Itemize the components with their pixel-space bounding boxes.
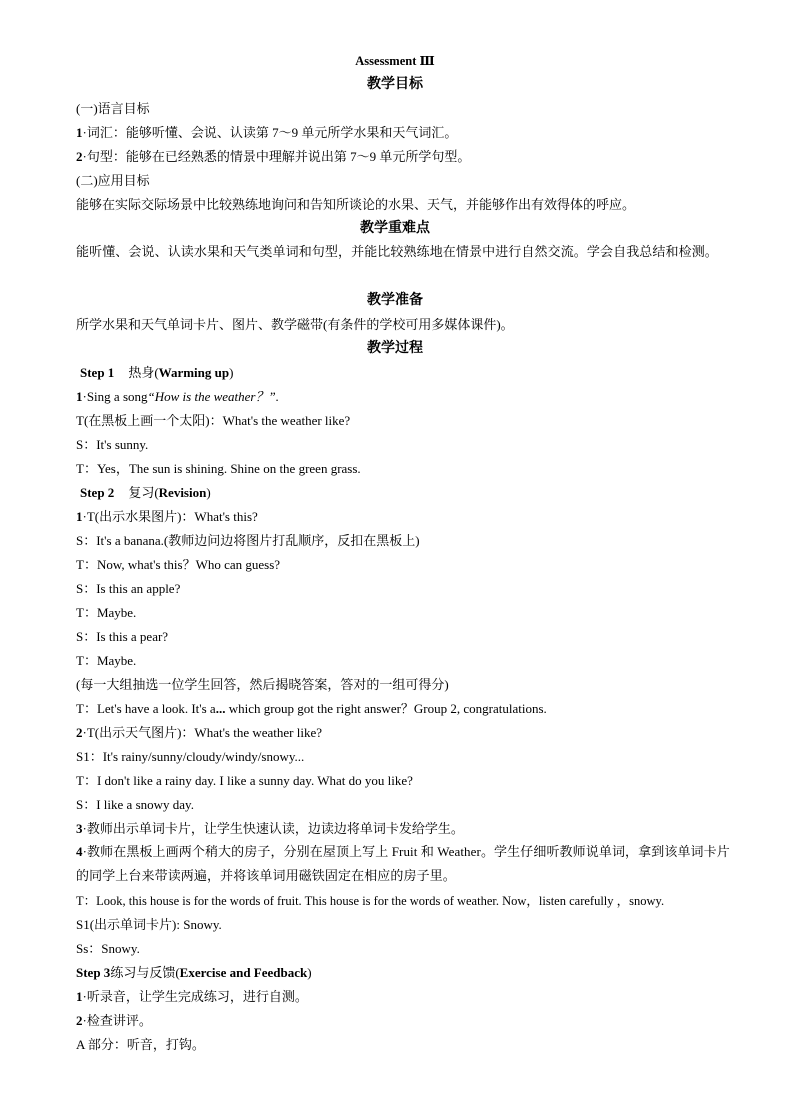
- instruction-line: (每一大组抽选一位学生回答，然后揭晓答案，答对的一组可得分): [76, 677, 449, 692]
- dialogue-line: S：Is this an apple?: [76, 581, 181, 596]
- heading-goals: 教学目标: [367, 77, 423, 92]
- item-number: 2: [76, 725, 83, 740]
- dialogue-line: S：Is this a pear?: [76, 629, 169, 644]
- line-text: T：Let's have a look. It's a: [76, 701, 216, 716]
- step-3-heading: [76, 965, 738, 981]
- song-title: “How is the weather？”.: [147, 389, 279, 404]
- dialogue-line: [76, 701, 738, 717]
- dialogue-line: T：Maybe.: [76, 605, 137, 620]
- line-text: ·听录音，让学生完成练习，进行自测。: [82, 989, 308, 1004]
- line-text: ·教师在黑板上画两个稍大的房子，分别在屋顶上写上 Fruit 和 Weather。学生仔细听教师说单词，拿到该单词卡片的同学上台来带读两遍，并将该单词用磁铁固定在相应的房子里。: [76, 844, 730, 883]
- step-title-close: ): [206, 485, 211, 500]
- instruction-line: [76, 1013, 738, 1029]
- step-title-close: ): [307, 965, 312, 980]
- dialogue-line: S：It's sunny.: [76, 437, 149, 452]
- line-text: ·T(出示水果图片)：What's this?: [82, 509, 258, 524]
- goal-application-text: 能够在实际交际场景中比较熟练地询问和告知所谈论的水果、天气，并能够作出有效得体的呼应。: [76, 197, 636, 212]
- heading-key-points: 教学重难点: [360, 221, 430, 236]
- dialogue-line: S1(出示单词卡片): Snowy.: [76, 917, 222, 932]
- dialogue-line: T：Yes，The sun is shining. Shine on the green grass.: [76, 461, 361, 476]
- dialogue-line: Ss：Snowy.: [76, 941, 140, 956]
- step-label: Step 3: [76, 965, 111, 980]
- heading-preparation: 教学准备: [367, 293, 423, 308]
- line-text: which group got the right answer？Group 2, congratulations.: [225, 701, 547, 716]
- step-title-close: ): [229, 365, 234, 380]
- dialogue-line: T：Now, what's this？Who can guess?: [76, 557, 281, 572]
- goal-application: (二)应用目标: [76, 173, 150, 188]
- line-text: ·教师出示单词卡片，让学生快速认读，边读边将单词卡发给学生。: [82, 821, 464, 836]
- item-number: 3: [76, 821, 83, 836]
- line-text: ·检查讲评。: [82, 1013, 152, 1028]
- dialogue-line: T：I don't like a rainy day. I like a sunny day. What do you like?: [76, 773, 413, 788]
- line-text: ·T(出示天气图片)：What's the weather like?: [82, 725, 323, 740]
- line-text: ·Sing a song: [82, 389, 148, 404]
- dialogue-line: T：Maybe.: [76, 653, 137, 668]
- dialogue-line: T：Look, this house is for the words of fruit. This house is for the words of weather. Now，listen carefully ，snowy.: [76, 894, 665, 908]
- item-number: 2: [76, 1013, 83, 1028]
- goal-language: (一)语言目标: [76, 101, 150, 116]
- dialogue-line: S：It's a banana.(教师边问边将图片打乱顺序，反扣在黑板上): [76, 533, 420, 548]
- step-title-en: Warming up: [158, 365, 230, 380]
- instruction-line: [76, 821, 738, 837]
- step-label: Step 2: [80, 485, 115, 500]
- dialogue-line: [76, 725, 738, 741]
- preparation-text: 所学水果和天气单词卡片、图片、教学磁带(有条件的学校可用多媒体课件)。: [76, 317, 514, 332]
- dialogue-line: [76, 509, 738, 525]
- dialogue-line: S1：It's rainy/sunny/cloudy/windy/snowy...: [76, 749, 305, 764]
- goal-vocab-text: ·词汇：能够听懂、会说、认读第 7～9 单元所学水果和天气词汇。: [82, 125, 458, 140]
- step-title-en: Exercise and Feedback: [179, 965, 308, 980]
- ellipsis: ...: [215, 701, 226, 716]
- item-number: 1: [76, 125, 83, 140]
- instruction-line: [76, 989, 738, 1005]
- step-2-heading: [80, 485, 738, 501]
- goal-vocab: [76, 125, 738, 141]
- step-label: Step 1: [80, 365, 115, 380]
- dialogue-line: T(在黑板上画一个太阳)：What's the weather like?: [76, 413, 351, 428]
- instruction-paragraph: [76, 840, 738, 888]
- doc-title: Assessment Ⅲ: [355, 54, 435, 68]
- item-number: 2: [76, 149, 83, 164]
- step-title-cn: 热身(: [128, 365, 159, 380]
- line-sing-song: [76, 389, 738, 405]
- item-number: 1: [76, 389, 83, 404]
- item-number: 1: [76, 989, 83, 1004]
- item-number: 4: [76, 844, 83, 859]
- dialogue-line: S：I like a snowy day.: [76, 797, 194, 812]
- key-points-text: 能听懂、会说、认读水果和天气类单词和句型，并能比较熟练地在情景中进行自然交流。学会自我总结和检测。: [76, 244, 718, 259]
- instruction-line: A 部分：听音，打钩。: [76, 1037, 205, 1052]
- step-title-en: Revision: [158, 485, 207, 500]
- step-title-cn: 练习与反馈(: [110, 965, 180, 980]
- step-1-heading: [80, 365, 738, 381]
- heading-process: 教学过程: [367, 341, 423, 356]
- goal-sentence-text: ·句型：能够在已经熟悉的情景中理解并说出第 7～9 单元所学句型。: [82, 149, 471, 164]
- goal-sentence: [76, 149, 738, 165]
- item-number: 1: [76, 509, 83, 524]
- step-title-cn: 复习(: [128, 485, 159, 500]
